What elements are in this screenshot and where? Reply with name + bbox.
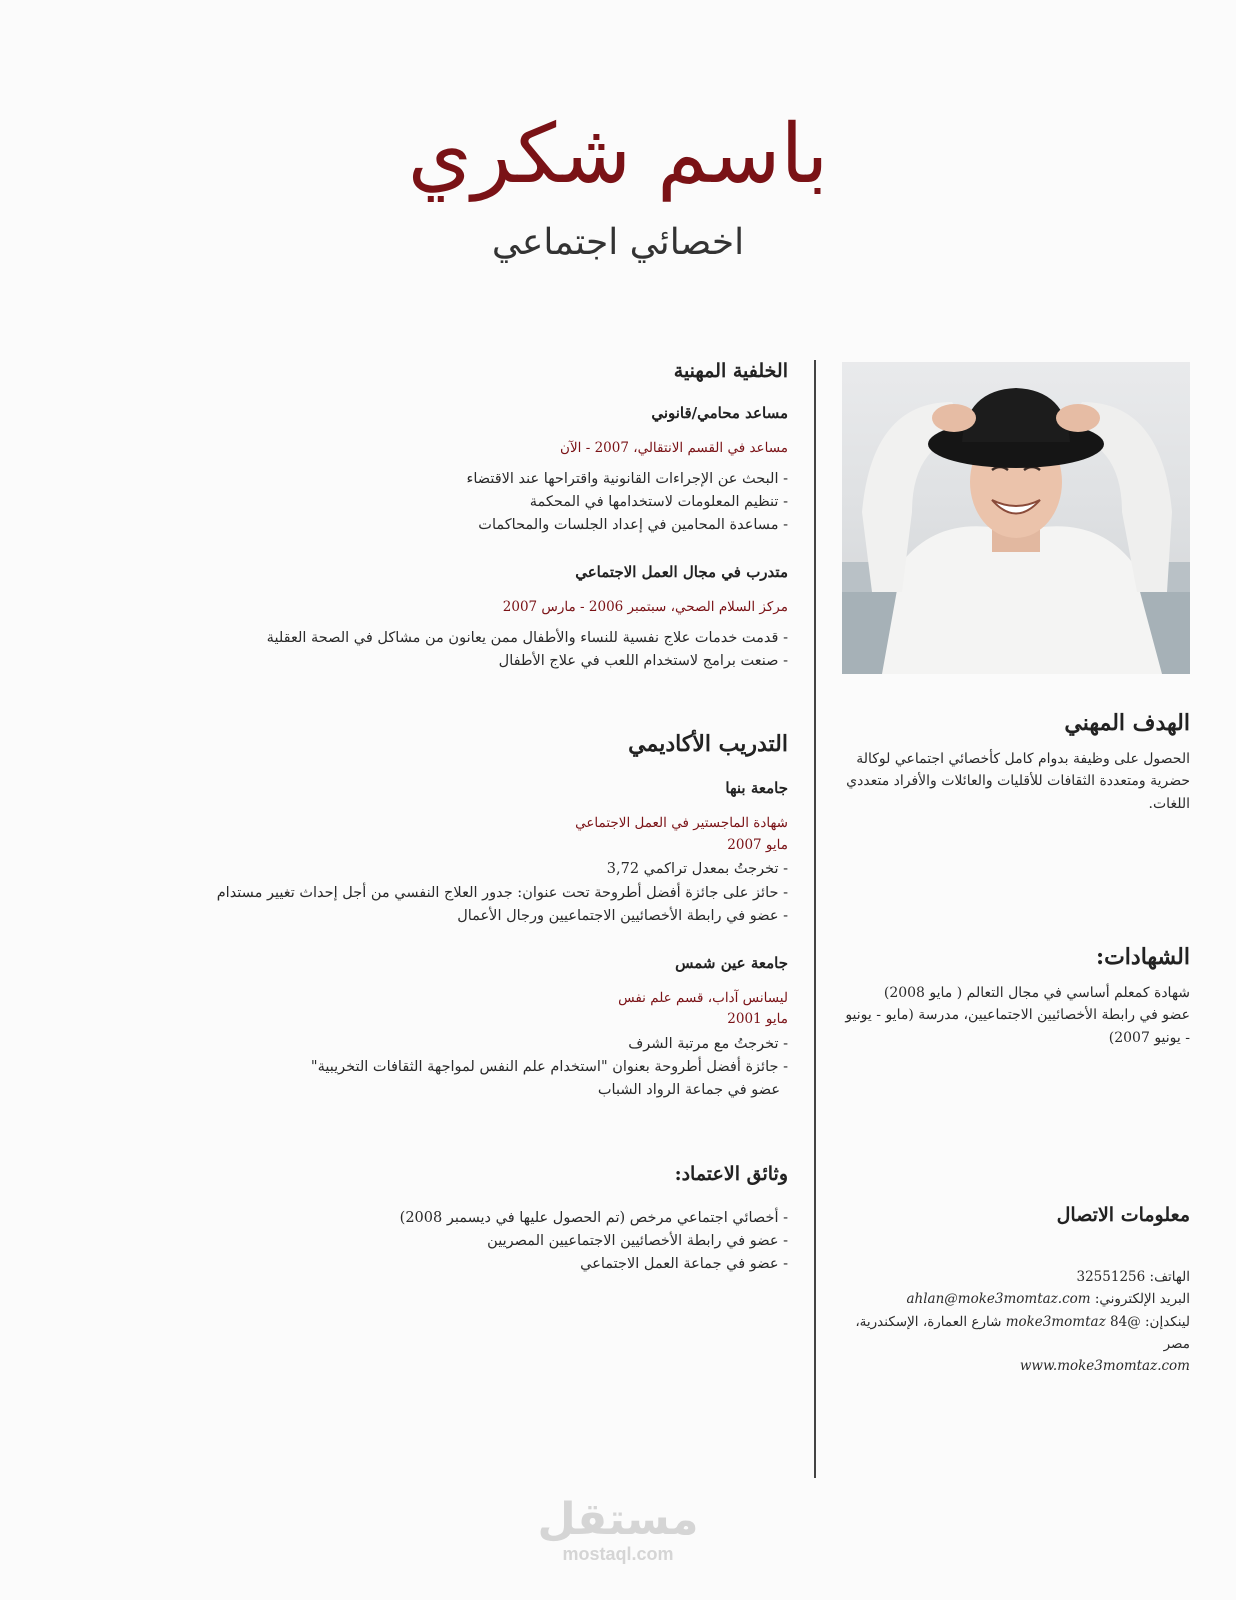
- watermark-logo-ar: مستقل: [537, 1494, 699, 1545]
- list-item: - تنظيم المعلومات لاستخدامها في المحكمة: [108, 491, 788, 514]
- watermark-logo-en: mostaql.com: [562, 1544, 674, 1564]
- profile-photo: [842, 362, 1190, 674]
- watermark: [0, 1494, 1236, 1565]
- job-title: اخصائي اجتماعي: [491, 222, 745, 264]
- contact-email: [840, 1288, 1190, 1310]
- job-bullets: [108, 468, 788, 538]
- credentials-heading: وثائق الاعتماد:: [674, 1162, 788, 1185]
- job-entry: [108, 563, 788, 673]
- school-date: مايو 2007: [727, 836, 788, 853]
- education-heading: التدريب الأكاديمي: [628, 731, 788, 758]
- list-item: - أخصائي اجتماعي مرخص (تم الحصول عليها في ديسمبر 2008): [108, 1207, 788, 1230]
- list-item: - تخرجتُ مع مرتبة الشرف: [108, 1033, 788, 1056]
- website-link[interactable]: www.moke3momtaz.com: [1019, 1358, 1190, 1375]
- job-entry: [108, 404, 788, 537]
- objective-text: الحصول على وظيفة بدوام كامل كأخصائي اجتماعي لوكالة حضرية ومتعددة الثقافات للأقليات والعائلات والأفراد متعددي اللغات.: [846, 751, 1190, 812]
- list-item: - جائزة أفضل أطروحة بعنوان "استخدام علم النفس لمواجهة الثقافات التخريبية": [108, 1056, 788, 1079]
- school-degree: شهادة الماجستير في العمل الاجتماعي: [575, 815, 788, 832]
- certificate-line: شهادة كمعلم أساسي في مجال التعالم ( مايو 2008): [883, 985, 1190, 1001]
- list-item: - عضو في رابطة الأخصائيين الاجتماعيين ورجال الأعمال: [108, 905, 788, 928]
- list-item: - صنعت برامج لاستخدام اللعب في علاج الأطفال: [108, 650, 788, 673]
- job-meta: مركز السلام الصحي، سبتمبر 2006 - مارس 2007: [502, 599, 788, 616]
- email-label: البريد الإلكتروني:: [1094, 1291, 1190, 1308]
- list-item: - حائز على جائزة أفضل أطروحة تحت عنوان: جدور العلاج النفسي من أجل إحداث تغيير مستدام: [108, 882, 788, 905]
- main-column: [108, 360, 788, 1276]
- list-item: - مساعدة المحامين في إعداد الجلسات والمحاكمات: [108, 514, 788, 537]
- certificates-heading: الشهادات:: [1095, 944, 1190, 970]
- credentials-section: [108, 1163, 788, 1277]
- certificates-section: [840, 944, 1190, 1049]
- school-date: مايو 2001: [727, 1011, 788, 1028]
- phone-number: 32551256: [1076, 1269, 1146, 1285]
- job-meta: مساعد في القسم الانتقالي، 2007 - الآن: [560, 440, 788, 456]
- list-item: - عضو في رابطة الأخصائيين الاجتماعيين المصريين: [108, 1230, 788, 1253]
- linkedin-label: لينكدإن: @: [1127, 1313, 1190, 1330]
- resume-header: [0, 107, 1236, 264]
- school-entry: [108, 954, 788, 1103]
- school-extra: عضو في جماعة الرواد الشباب: [597, 1082, 780, 1099]
- contact-linkedin: [840, 1311, 1190, 1356]
- school-degree: ليسانس آداب، قسم علم نفس: [618, 989, 788, 1006]
- objective-heading: الهدف المهني: [1064, 710, 1190, 736]
- school-entry: [108, 779, 788, 928]
- school-name: جامعة عين شمس: [675, 953, 788, 972]
- phone-label: الهاتف:: [1149, 1269, 1190, 1285]
- objective-section: [840, 710, 1190, 815]
- education-section: [108, 731, 788, 1103]
- school-name: جامعة بنها: [725, 779, 788, 798]
- job-role: مساعد محامي/قانوني: [651, 404, 788, 422]
- person-photo-icon: [842, 362, 1190, 674]
- certificate-line: عضو في رابطة الأخصائيين الاجتماعيين، مدرسة (مايو - يونيو - يونيو 2007): [845, 1007, 1190, 1046]
- credentials-bullets: [108, 1207, 788, 1277]
- school-bullets: [108, 1033, 788, 1079]
- list-item: - قدمت خدمات علاج نفسية للنساء والأطفال ممن يعانون من مشاكل في الصحة العقلية: [108, 627, 788, 650]
- person-name: باسم شكري: [407, 107, 829, 202]
- list-item: - تخرجتُ بمعدل تراكمي 3,72: [108, 858, 788, 881]
- contact-website: [840, 1355, 1190, 1377]
- experience-heading: الخلفية المهنية: [673, 360, 788, 382]
- contact-address: 84 شارع العمارة، الإسكندرية، مصر: [855, 1313, 1190, 1352]
- contact-phone: [840, 1266, 1190, 1288]
- linkedin-link[interactable]: moke3momtaz: [1005, 1313, 1106, 1330]
- contact-heading: معلومات الاتصال: [1056, 1204, 1190, 1226]
- list-item: - البحث عن الإجراءات القانونية واقتراحها عند الاقتضاء: [108, 468, 788, 491]
- job-bullets: [108, 627, 788, 673]
- column-divider: [814, 360, 816, 1478]
- school-bullets: [108, 858, 788, 928]
- experience-section: [108, 360, 788, 673]
- job-role: متدرب في مجال العمل الاجتماعي: [575, 563, 788, 582]
- email-link[interactable]: ahlan@moke3momtaz.com: [906, 1291, 1091, 1308]
- list-item: - عضو في جماعة العمل الاجتماعي: [108, 1253, 788, 1276]
- contact-section: [840, 1204, 1190, 1377]
